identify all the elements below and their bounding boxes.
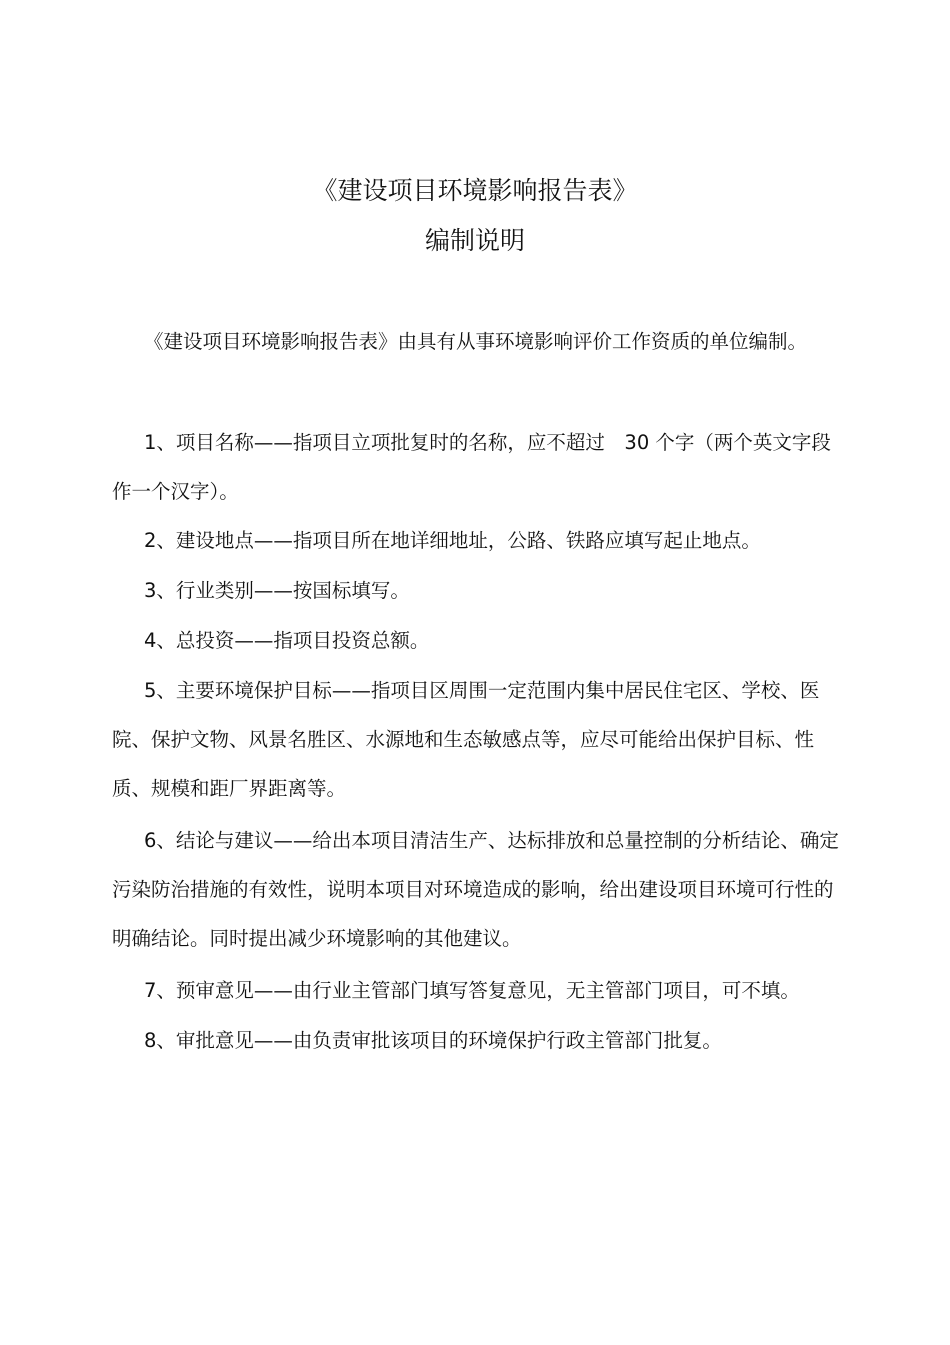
item-approval: 8、审批意见——由负责审批该项目的环境保护行政主管部门批复。 xyxy=(144,1029,722,1052)
item-pre-review: 7、预审意见——由行业主管部门填写答复意见，无主管部门项目，可不填。 xyxy=(144,979,800,1002)
item-investment: 4、总投资——指项目投资总额。 xyxy=(144,629,430,652)
item-location: 2、建设地点——指项目所在地详细地址，公路、铁路应填写起止地点。 xyxy=(144,529,761,552)
document-title: 《建设项目环境影响报告表》 xyxy=(312,176,638,205)
item-project-name: 1、项目名称——指项目立项批复时的名称，应不超过 30 个字（两个英文字段作一个汉字）。 xyxy=(112,431,831,503)
item-protection-targets: 5、主要环境保护目标——指项目区周围一定范围内集中居民住宅区、学校、医院、保护文物、风景名胜区、水源地和生态敏感点等，应尽可能给出保护目标、性质、规模和距厂界距离等。 xyxy=(112,679,820,800)
item-industry: 3、行业类别——按国标填写。 xyxy=(144,579,410,602)
intro-paragraph: 《建设项目环境影响报告表》由具有从事环境影响评价工作资质的单位编制。 xyxy=(144,330,808,353)
document-subtitle: 编制说明 xyxy=(424,226,525,255)
item-conclusion: 6、结论与建议——给出本项目清洁生产、达标排放和总量控制的分析结论、确定污染防治措施的有效性，说明本项目对环境造成的影响，给出建设项目环境可行性的明确结论。同时提出减少环境影响的其他建议。 xyxy=(112,829,839,950)
